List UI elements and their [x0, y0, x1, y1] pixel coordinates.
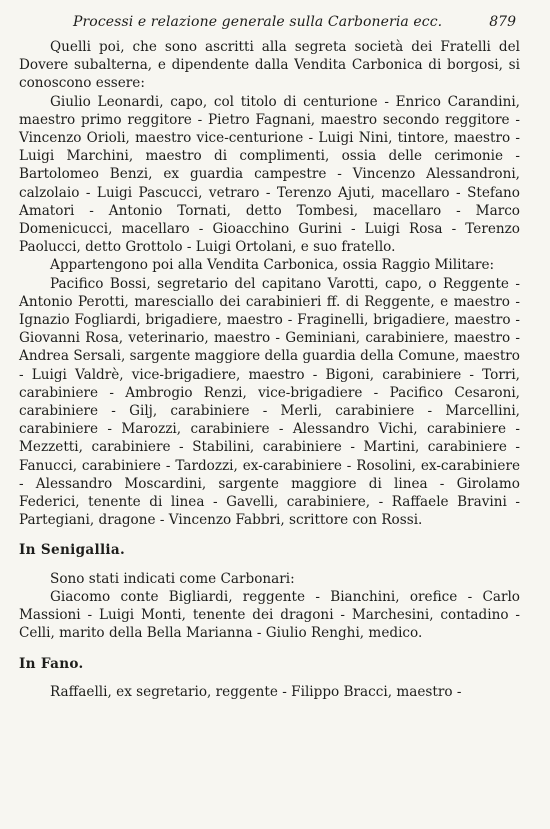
paragraph-member-list-4: Raffaelli, ex segretario, reggente - Filippo Bracci, maestro -: [50, 683, 462, 700]
paragraph-carbonari-intro: Sono stati indicati come Carbonari:: [50, 570, 295, 587]
paragraph-raggio-militare: Appartengono poi alla Vendita Carbonica, ossia Raggio Militare:: [50, 257, 495, 274]
document-body: [19, 38, 520, 701]
section-heading-senigallia: In Senigallia.: [19, 542, 126, 559]
paragraph-member-list-3: Giacomo conte Bigliardi, reggente - Bianchini, orefice - Carlo Massioni - Luigi Monti, tenente dei dragoni - Marchesini, contadino - Celli, marito della Bella Marianna - Giulio Renghi, medico.: [19, 588, 520, 642]
section-heading-fano: In Fano.: [19, 655, 84, 672]
paragraph-member-list-1: Giulio Leonardi, capo, col titolo di centurione - Enrico Carandini, maestro primo reggitore - Pietro Fagnani, maestro secondo reggitore - Vincenzo Orioli, maestro vice-centurione - Luigi Nini, tintore, maestro - Luigi Marchini, maestro di complimenti, ossia delle cerimonie - Bartolomeo Benzi, ex guardia campestre - Vincenzo Alessandroni, calzolaio - Luigi Pascucci, vetraro - Terenzo Ajuti, macellaro - Stefano Amatori - Antonio Tornati, detto Tombesi, macellaro - Marco Domenicucci, macellaro - Gioacchino Gurini - Luigi Rosa - Terenzo Paolucci, detto Grottolo - Luigi Ortolani, e suo fratello.: [19, 93, 520, 256]
paragraph-member-list-2: Pacifico Bossi, segretario del capitano Varotti, capo, o Reggente - Antonio Perotti, maresciallo dei carabinieri ff. di Reggente, e maestro - Ignazio Fogliardi, brigadiere, maestro - Fraginelli, brigadiere, maestro - Giovanni Rosa, veterinario, maestro - Geminiani, carabiniere, maestro - Andrea Sersali, sargente maggiore della guardia della Comune, maestro - Luigi Valdrè, vice-brigadiere, maestro - Bigoni, carabiniere - Torri, carabiniere - Ambrogio Renzi, vice-brigadiere - Pacifico Cesaroni, carabiniere - Gilj, carabiniere - Merli, carabiniere - Marcellini, carabiniere - Marozzi, carabiniere - Alessandro Vichi, carabiniere - Mezzetti, carabiniere - Stabilini, carabiniere - Martini, carabiniere - Fanucci, carabiniere - Tardozzi, ex-carabiniere - Rosolini, ex-carabiniere - Alessandro Moscardini, sargente maggiore di linea - Girolamo Federici, tenente di linea - Gavelli, carabiniere, - Raffaele Bravini - Partegiani, dragone - Vincenzo Fabbri, scrittore con Rossi.: [19, 275, 520, 529]
header-title: Processi e relazione generale sulla Carboneria ecc.: [73, 14, 443, 30]
running-header: [19, 14, 520, 38]
paragraph-fratelli-del-dovere: Quelli poi, che sono ascritti alla segreta società dei Fratelli del Dovere subalterna, e dipendente dalla Vendita Carbonica di borgosi, si conoscono essere:: [19, 39, 520, 92]
page-number: 879: [489, 14, 516, 30]
